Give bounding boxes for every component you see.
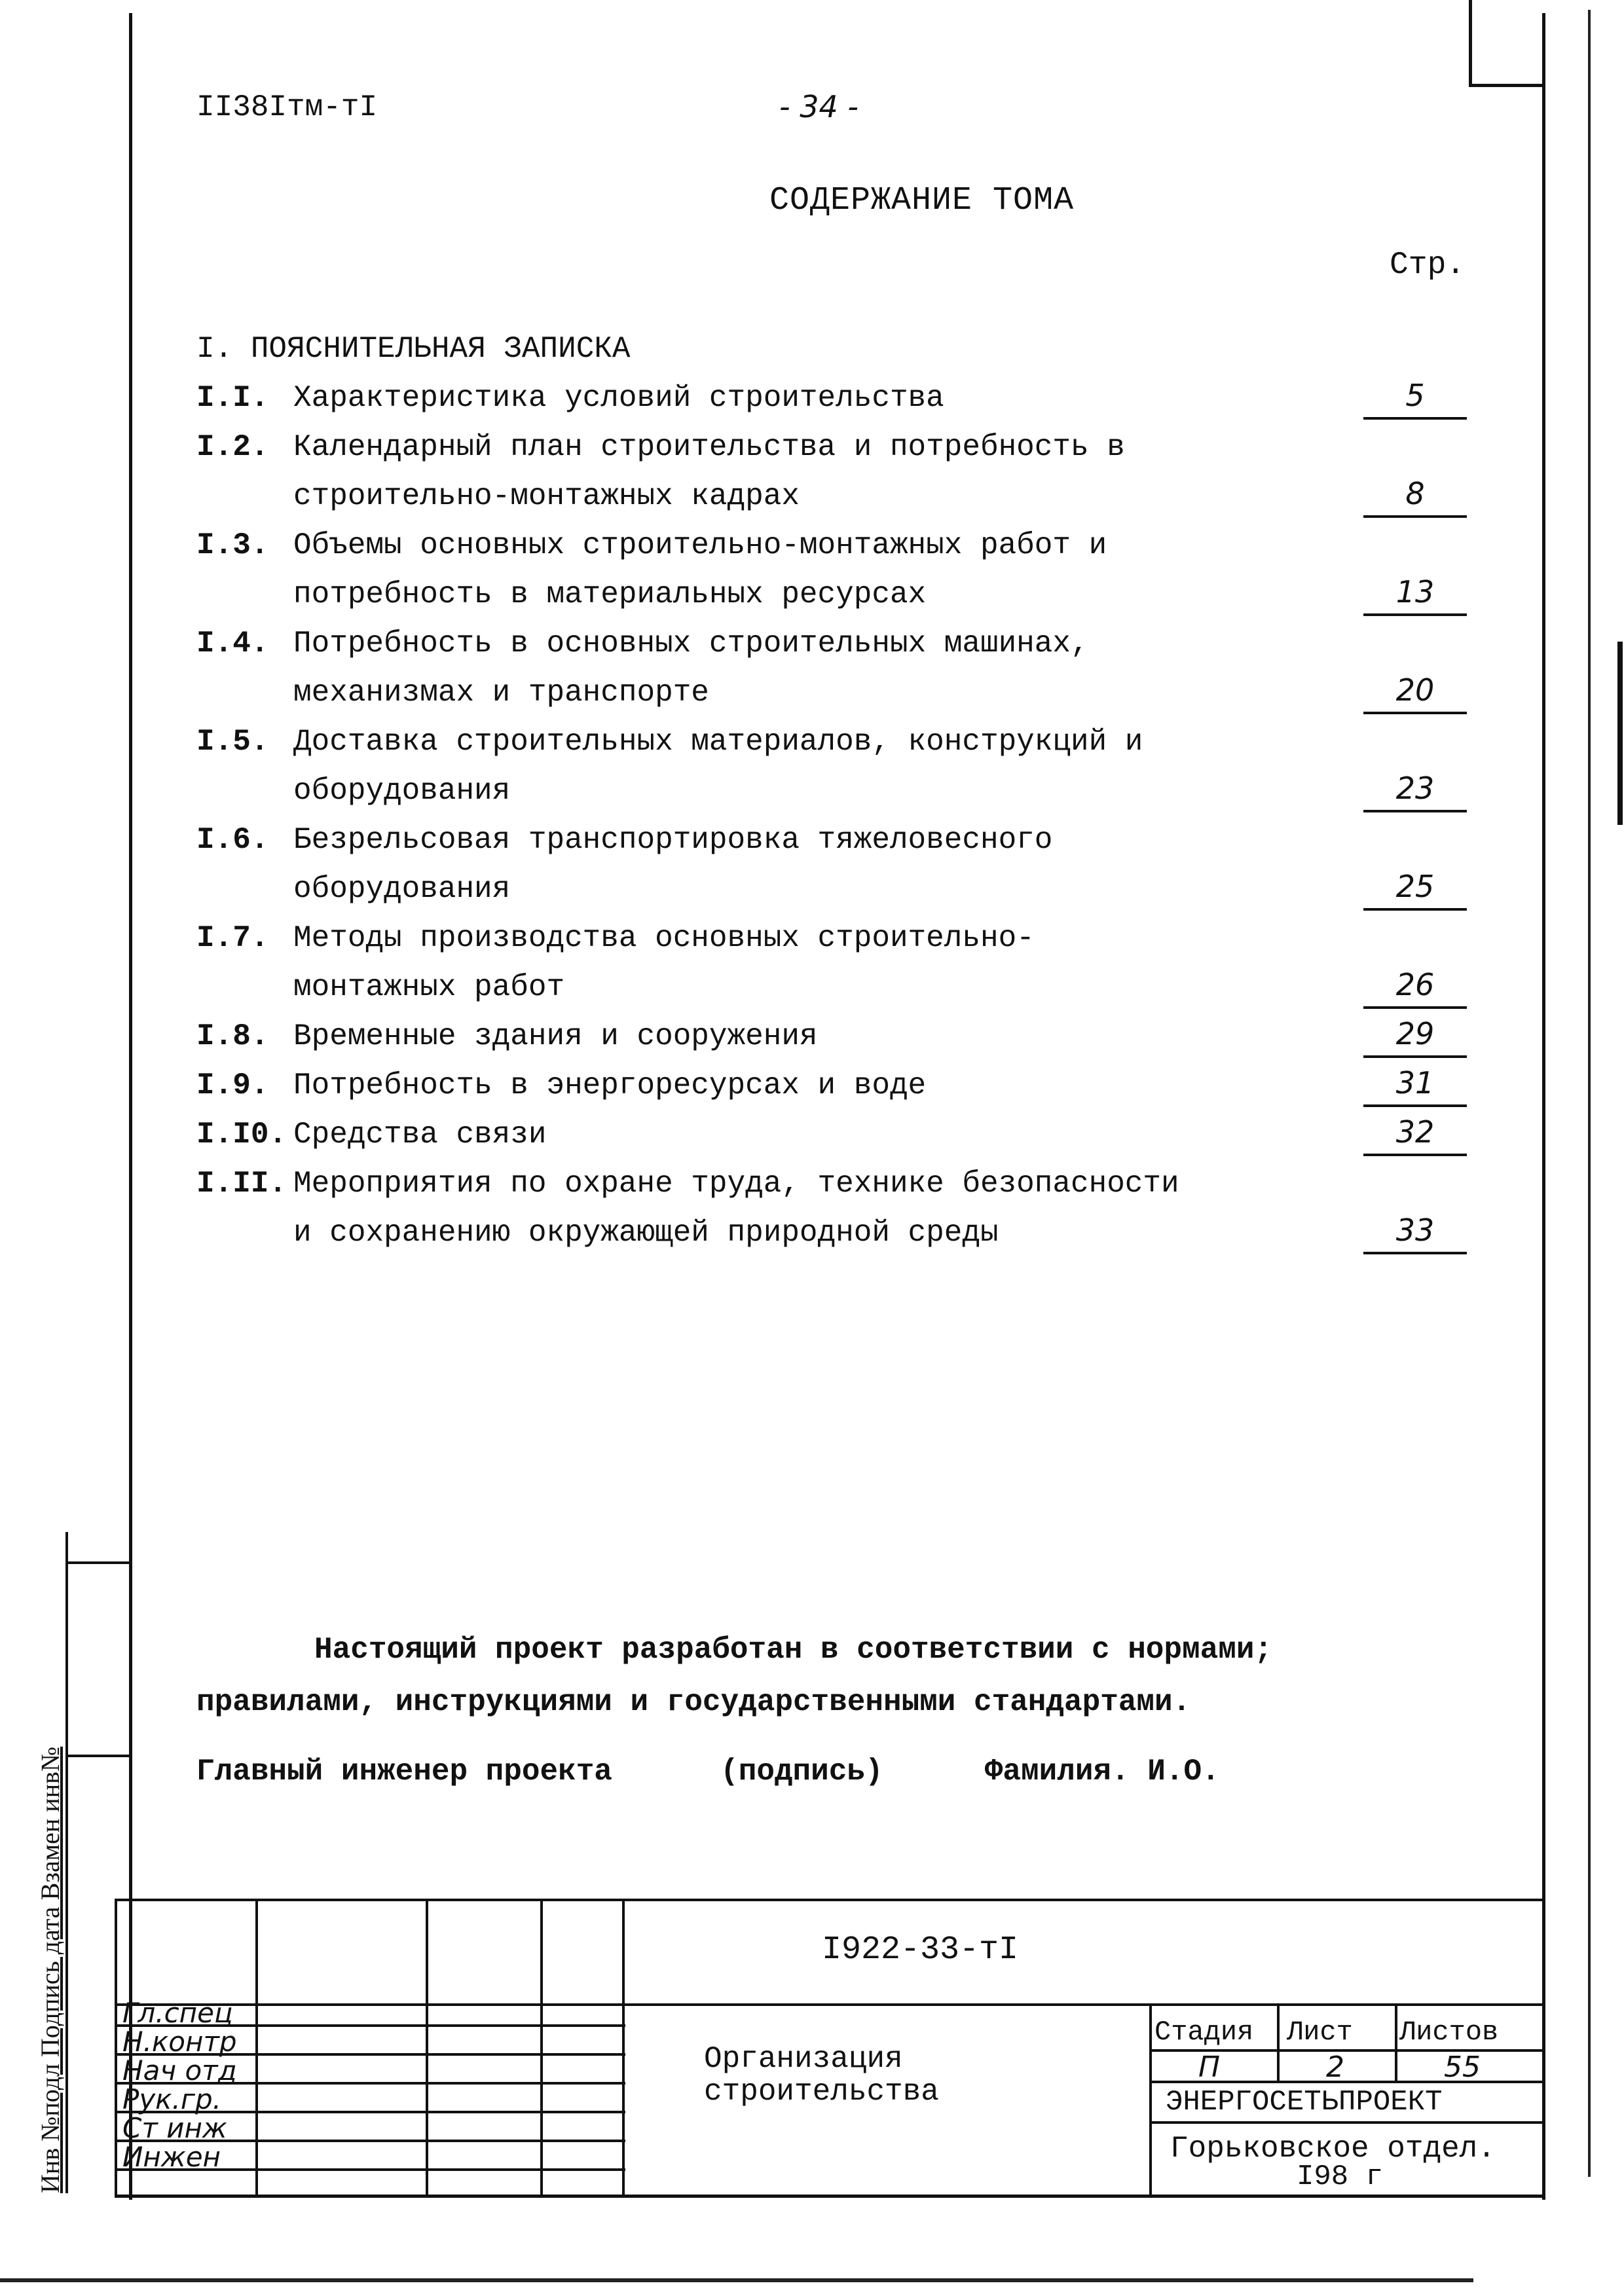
toc-item-number: I.8.	[196, 1019, 269, 1053]
side-stamp	[35, 1532, 65, 2193]
toc-row	[196, 374, 1493, 423]
toc-item-text: Календарный план строительства и потребность в	[293, 430, 1125, 464]
tb-line	[540, 1899, 543, 2196]
toc-section-heading	[196, 325, 1493, 374]
page-bottom-edge	[0, 2278, 1473, 2282]
toc-item-text: механизмах и транспорте	[293, 676, 709, 710]
toc-item-page: 13	[1363, 570, 1467, 616]
toc-item-text: Потребность в энергоресурсах и воде	[293, 1068, 927, 1102]
toc-row	[196, 1061, 1493, 1110]
signature-role: Главный инженер проекта	[196, 1755, 612, 1789]
toc-row	[196, 963, 1493, 1012]
header-doc-code: II38Iтм-тI	[196, 90, 378, 124]
toc-item-number: I.5.	[196, 725, 269, 759]
toc-item-text: Потребность в основных строительных машинах,	[293, 627, 1089, 661]
signature-line	[196, 1755, 1220, 1789]
toc-row	[196, 619, 1493, 668]
toc-item-number: I.4.	[196, 627, 269, 661]
toc-row	[196, 1110, 1493, 1159]
frame-left-border	[129, 13, 132, 2200]
header-page-number: - 34 -	[779, 89, 858, 124]
toc-item-text: монтажных работ	[293, 970, 565, 1004]
binding-mark	[1617, 642, 1623, 825]
tb-line	[622, 1899, 625, 2196]
toc-item-page: 5	[1363, 374, 1467, 420]
toc-row	[196, 521, 1493, 570]
tb-line	[426, 1899, 428, 2196]
toc-item-text: и сохранению окружающей природной среды	[293, 1216, 999, 1250]
toc-row	[196, 570, 1493, 619]
toc-row	[196, 816, 1493, 865]
section-label: I. ПОЯСНИТЕЛЬНАЯ ЗАПИСКА	[196, 332, 631, 366]
toc-item-text: Методы производства основных строительно-	[293, 921, 1035, 955]
toc-item-page: 25	[1363, 865, 1467, 911]
side-stamp-tick	[65, 1755, 131, 1757]
toc-item-page: 8	[1363, 472, 1467, 518]
tb-line	[1395, 2003, 1397, 2082]
toc-item-page: 29	[1363, 1012, 1467, 1058]
toc-row	[196, 472, 1493, 521]
toc-item-page: 32	[1363, 1110, 1467, 1156]
toc-item-page: 26	[1363, 963, 1467, 1009]
toc-row	[196, 668, 1493, 718]
toc-items	[196, 374, 1493, 1258]
side-stamp-tick	[65, 1561, 131, 1564]
tb-line	[115, 1899, 117, 2196]
tb-role: Гл.спец	[122, 1997, 233, 2029]
page-title: СОДЕРЖАНИЕ ТОМА	[769, 182, 1075, 219]
toc-item-page: 23	[1363, 767, 1467, 812]
tb-sheet-label: Лист	[1287, 2016, 1353, 2048]
tb-line	[255, 1899, 258, 2196]
tb-sheet: 2	[1326, 2050, 1344, 2084]
corner-mark-h	[1469, 84, 1545, 87]
toc-row	[196, 423, 1493, 472]
statement-line-1: Настоящий проект разработан в соответствии с нормами;	[314, 1633, 1273, 1667]
tb-doc-code: I922-33-тI	[822, 1931, 1019, 1969]
toc-item-page: 33	[1363, 1209, 1467, 1254]
toc-item-text: Временные здания и сооружения	[293, 1019, 818, 1053]
corner-mark	[1469, 0, 1472, 85]
page-edge	[1588, 10, 1591, 2177]
toc-item-text: Средства связи	[293, 1118, 547, 1152]
tb-role: Инжен	[122, 2141, 221, 2173]
tb-name-line-1: Организация	[704, 2042, 903, 2076]
title-block	[115, 1899, 1545, 2196]
tb-sheets: 55	[1444, 2050, 1481, 2084]
tb-line	[1149, 2003, 1152, 2196]
table-of-contents	[196, 325, 1493, 1258]
toc-item-page: 31	[1363, 1061, 1467, 1107]
toc-item-number: I.II.	[196, 1167, 287, 1201]
toc-item-text: потребность в материальных ресурсах	[293, 577, 927, 611]
tb-name-line-2: строительства	[704, 2075, 939, 2109]
toc-item-number: I.I.	[196, 381, 269, 415]
tb-line	[1149, 2121, 1545, 2124]
toc-item-number: I.I0.	[196, 1118, 287, 1152]
tb-department: Горьковское отдел.	[1170, 2132, 1496, 2166]
toc-item-text: Мероприятия по охране труда, технике безопасности	[293, 1167, 1179, 1201]
toc-row	[196, 914, 1493, 963]
tb-project-name	[704, 2043, 939, 2108]
toc-item-text: строительно-монтажных кадрах	[293, 479, 800, 513]
tb-organization: ЭНЕРГОСЕТЬПРОЕКТ	[1166, 2086, 1443, 2119]
toc-item-text: Характеристика условий строительства	[293, 381, 944, 415]
tb-stage-label: Стадия	[1154, 2016, 1254, 2048]
tb-year: I98 г	[1297, 2160, 1384, 2193]
side-stamp-line	[65, 1532, 68, 2193]
toc-row	[196, 1012, 1493, 1061]
toc-row	[196, 865, 1493, 914]
tb-sheets-label: Листов	[1399, 2016, 1499, 2048]
page-column-header: Стр.	[1390, 247, 1466, 283]
toc-item-number: I.9.	[196, 1068, 269, 1102]
signature-placeholder: (подпись)	[720, 1755, 883, 1789]
toc-item-text: Объемы основных строительно-монтажных работ и	[293, 528, 1107, 562]
tb-role: Рук.гр.	[122, 2083, 221, 2115]
frame-right-border	[1542, 13, 1545, 2200]
toc-row	[196, 718, 1493, 767]
tb-role: Ст инж	[122, 2112, 227, 2144]
side-stamp-text: Инв №подл Подпись дата Взамен инв№	[35, 1746, 65, 2193]
toc-item-page: 20	[1363, 668, 1467, 714]
toc-row	[196, 767, 1493, 816]
toc-item-text: оборудования	[293, 774, 511, 808]
signature-name: Фамилия. И.О.	[984, 1755, 1220, 1789]
toc-item-number: I.6.	[196, 823, 269, 857]
compliance-statement	[196, 1624, 1441, 1728]
tb-role: Нач отд	[122, 2054, 237, 2086]
toc-item-text: оборудования	[293, 872, 511, 906]
toc-item-number: I.7.	[196, 921, 269, 955]
toc-row	[196, 1159, 1493, 1209]
toc-item-text: Безрельсовая транспортировка тяжеловесного	[293, 823, 1053, 857]
toc-item-text: Доставка строительных материалов, конструкций и	[293, 725, 1143, 759]
tb-line	[1277, 2003, 1280, 2082]
toc-item-number: I.3.	[196, 528, 269, 562]
toc-item-number: I.2.	[196, 430, 269, 464]
tb-line	[115, 1899, 1545, 1901]
tb-role: Н.контр	[122, 2026, 237, 2058]
toc-row	[196, 1209, 1493, 1258]
statement-line-2: правилами, инструкциями и государственными стандартами.	[196, 1685, 1191, 1719]
tb-line	[115, 2003, 1545, 2006]
tb-stage: П	[1198, 2050, 1221, 2084]
